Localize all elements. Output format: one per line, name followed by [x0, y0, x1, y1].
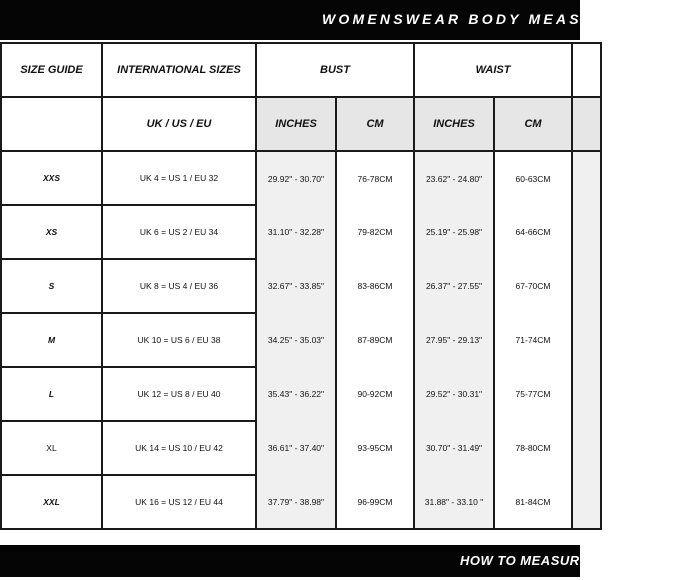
intl-cell: UK 14 = US 10 / EU 42 — [102, 421, 256, 475]
waist-inches-cell: 30.70" - 31.49" — [414, 421, 494, 475]
size-cell: XS — [1, 205, 102, 259]
size-guide-header: SIZE GUIDE — [1, 43, 102, 97]
bust-cm-cell: 96-99CM — [336, 475, 414, 529]
bust-inches-cell: 34.25" - 35.03" — [256, 313, 336, 367]
header-overflow-cell — [572, 43, 601, 97]
intl-cell: UK 12 = US 8 / EU 40 — [102, 367, 256, 421]
size-cell: XL — [1, 421, 102, 475]
table-row — [1, 151, 601, 205]
bust-header: BUST — [256, 43, 414, 97]
intl-cell: UK 6 = US 2 / EU 34 — [102, 205, 256, 259]
bust-inches-cell: 37.79" - 38.98" — [256, 475, 336, 529]
waist-inches-cell: 31.88" - 33.10 " — [414, 475, 494, 529]
intl-subheader: UK / US / EU — [102, 97, 256, 151]
bust-cm-subheader: CM — [336, 97, 414, 151]
footer-bar — [0, 545, 589, 577]
size-cell: XXL — [1, 475, 102, 529]
overflow-cell — [572, 205, 601, 259]
intl-cell: UK 8 = US 4 / EU 36 — [102, 259, 256, 313]
waist-inches-cell: 29.52" - 30.31" — [414, 367, 494, 421]
waist-inches-cell: 26.37" - 27.55" — [414, 259, 494, 313]
subheader-overflow-cell — [572, 97, 601, 151]
table-header-row — [1, 43, 601, 97]
bust-cm-cell: 93-95CM — [336, 421, 414, 475]
size-cell: L — [1, 367, 102, 421]
waist-cm-cell: 71-74CM — [494, 313, 572, 367]
table-row — [1, 259, 601, 313]
bust-inches-cell: 31.10" - 32.28" — [256, 205, 336, 259]
overflow-cell — [572, 313, 601, 367]
bust-inches-cell: 29.92" - 30.70" — [256, 151, 336, 205]
table-row — [1, 205, 601, 259]
waist-inches-cell: 23.62" - 24.80" — [414, 151, 494, 205]
waist-cm-cell: 81-84CM — [494, 475, 572, 529]
bust-inches-subheader: INCHES — [256, 97, 336, 151]
waist-cm-cell: 67-70CM — [494, 259, 572, 313]
bust-cm-cell: 87-89CM — [336, 313, 414, 367]
bust-cm-cell: 79-82CM — [336, 205, 414, 259]
overflow-cell — [572, 367, 601, 421]
empty-subheader-cell — [1, 97, 102, 151]
waist-cm-cell: 60-63CM — [494, 151, 572, 205]
size-cell: M — [1, 313, 102, 367]
international-sizes-header: INTERNATIONAL SIZES — [102, 43, 256, 97]
size-guide-table — [0, 42, 602, 530]
page-title: WOMENSWEAR BODY MEASUREMENTS — [322, 11, 686, 27]
table-subheader-row — [1, 97, 601, 151]
bust-cm-cell: 76-78CM — [336, 151, 414, 205]
size-cell: XXS — [1, 151, 102, 205]
intl-cell: UK 10 = US 6 / EU 38 — [102, 313, 256, 367]
size-cell: S — [1, 259, 102, 313]
overflow-cell — [572, 421, 601, 475]
waist-inches-cell: 27.95" - 29.13" — [414, 313, 494, 367]
table-row — [1, 475, 601, 529]
waist-cm-cell: 75-77CM — [494, 367, 572, 421]
overflow-cell — [572, 259, 601, 313]
waist-inches-cell: 25.19" - 25.98" — [414, 205, 494, 259]
how-to-measure-title: HOW TO MEASURE — [460, 553, 589, 568]
intl-cell: UK 16 = US 12 / EU 44 — [102, 475, 256, 529]
overflow-cell — [572, 475, 601, 529]
bust-inches-cell: 36.61" - 37.40" — [256, 421, 336, 475]
bust-inches-cell: 32.67" - 33.85" — [256, 259, 336, 313]
table-row — [1, 367, 601, 421]
waist-inches-subheader: INCHES — [414, 97, 494, 151]
table-row — [1, 313, 601, 367]
waist-cm-cell: 64-66CM — [494, 205, 572, 259]
intl-cell: UK 4 = US 1 / EU 32 — [102, 151, 256, 205]
bust-inches-cell: 35.43" - 36.22" — [256, 367, 336, 421]
bust-cm-cell: 83-86CM — [336, 259, 414, 313]
waist-cm-subheader: CM — [494, 97, 572, 151]
table-row — [1, 421, 601, 475]
waist-cm-cell: 78-80CM — [494, 421, 572, 475]
overflow-cell — [572, 151, 601, 205]
bust-cm-cell: 90-92CM — [336, 367, 414, 421]
header-bar — [0, 0, 686, 40]
waist-header: WAIST — [414, 43, 572, 97]
